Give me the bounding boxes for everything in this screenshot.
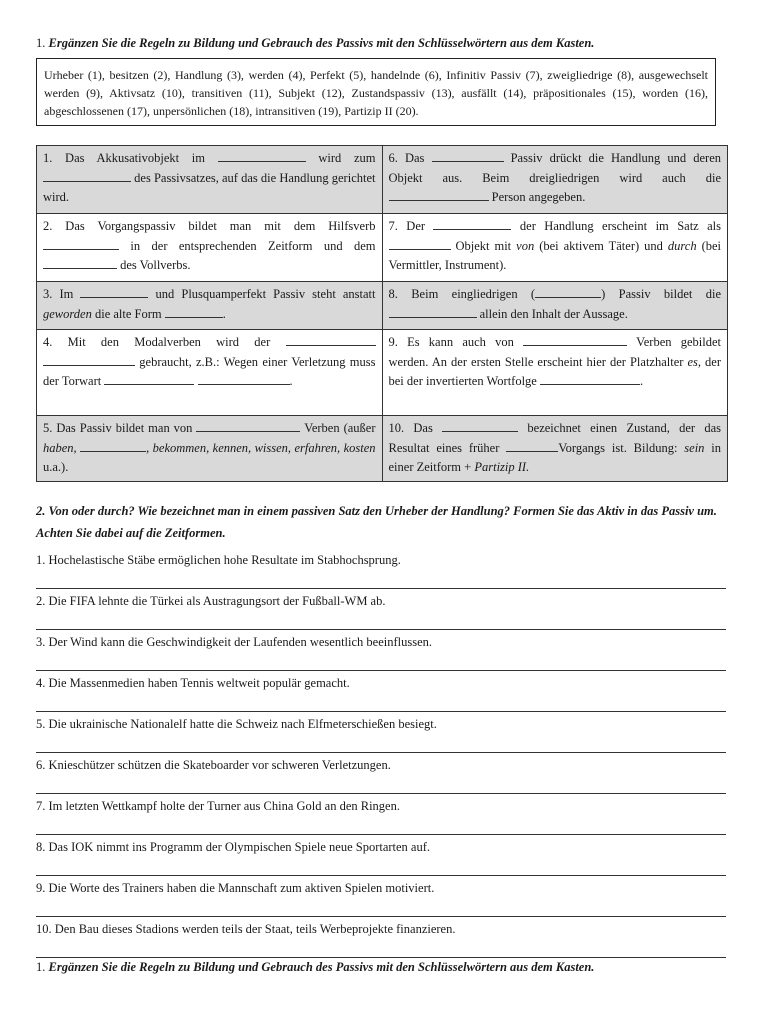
footer-number: 1. (36, 960, 46, 974)
rule-2-blank-2[interactable] (43, 256, 117, 269)
rule-6-blank-2[interactable] (389, 188, 489, 201)
rules-row-2 (37, 214, 728, 282)
answer-line-3[interactable] (36, 670, 726, 671)
rules-row-1 (37, 146, 728, 214)
answer-line-2[interactable] (36, 629, 726, 630)
answer-line-5[interactable] (36, 752, 726, 753)
task1-heading (36, 36, 594, 51)
rule-1-blank-1[interactable] (218, 149, 306, 162)
rule-8: 8. Beim eingliedrigen ( ) Passiv bildet die allein den Inhalt der Aussage. (382, 282, 728, 330)
rules-row-4 (37, 330, 728, 416)
rules-row-5 (37, 416, 728, 482)
rule-1-blank-2[interactable] (43, 169, 131, 182)
rule-10-blank-1[interactable] (442, 419, 518, 432)
rule-9: 9. Es kann auch von Verben gebildet werden. An der ersten Stelle erscheint hier der Platzhalter es, der bei der invertierten Wortfolge . (382, 330, 728, 416)
keyword-box: Urheber (1), besitzen (2), Handlung (3), werden (4), Perfekt (5), handelnde (6), Infinitiv Passiv (7), zweigliedrige (8), ausgewechselt werden (9), Aktivsatz (10), transitiven (11), Subjekt (12), Zustandspassiv (13), ausfällt (14), präpositionales (15), worden (16), abgeschlossenen (17), unpersönlichen (18), intransitiven (19), Partizip II (20). (36, 58, 716, 126)
rule-10: 10. Das bezeichnet einen Zustand, der das Resultat eines früher Vorgangs ist. Bildung: sein in einer Zeitform + Partizip II. (382, 416, 728, 482)
answer-line-6[interactable] (36, 793, 726, 794)
rule-6-blank-1[interactable] (432, 149, 504, 162)
rules-table (36, 145, 728, 482)
rule-1: 1. Das Akkusativobjekt im wird zum des Passivsatzes, auf das die Handlung gerichtet wird. (37, 146, 383, 214)
rule-7-blank-1[interactable] (433, 217, 511, 230)
task1-number: 1. (36, 36, 46, 50)
rules-row-3 (37, 282, 728, 330)
rule-5: 5. Das Passiv bildet man von Verben (außer haben, , bekommen, kennen, wissen, erfahren, kosten u.a.). (37, 416, 383, 482)
rule-10-blank-2[interactable] (506, 439, 558, 452)
exercise-item-3: 3. Der Wind kann die Geschwindigkeit der Laufenden wesentlich beeinflussen. (36, 632, 728, 673)
exercise-list (36, 550, 728, 960)
rule-3-blank-2[interactable] (165, 305, 223, 318)
rule-5-blank-2[interactable] (80, 439, 146, 452)
rule-5-blank-1[interactable] (196, 419, 300, 432)
answer-line-8[interactable] (36, 875, 726, 876)
rule-4-blank-2[interactable] (43, 353, 135, 366)
exercise-item-5: 5. Die ukrainische Nationalelf hatte die Schweiz nach Elfmeterschießen besiegt. (36, 714, 728, 755)
exercise-item-8: 8. Das IOK nimmt ins Programm der Olympischen Spiele neue Sportarten auf. (36, 837, 728, 878)
footer-heading (36, 960, 594, 975)
rule-4-blank-4[interactable] (198, 372, 290, 385)
rule-9-blank-2[interactable] (540, 372, 640, 385)
exercise-item-2: 2. Die FIFA lehnte die Türkei als Austragungsort der Fußball-WM ab. (36, 591, 728, 632)
answer-line-1[interactable] (36, 588, 726, 589)
exercise-item-10: 10. Den Bau dieses Stadions werden teils der Staat, teils Werbeprojekte finanzieren. (36, 919, 728, 960)
rule-4-blank-3[interactable] (104, 372, 194, 385)
rule-2: 2. Das Vorgangspassiv bildet man mit dem Hilfsverb in der entsprechenden Zeitform und dem des Vollverbs. (37, 214, 383, 282)
rule-7: 7. Der der Handlung erscheint im Satz als Objekt mit von (bei aktivem Täter) und durch (bei Vermittler, Instrument). (382, 214, 728, 282)
rule-8-blank-2[interactable] (389, 305, 477, 318)
answer-line-7[interactable] (36, 834, 726, 835)
exercise-item-6: 6. Knieschützer schützen die Skateboarder vor schweren Verletzungen. (36, 755, 728, 796)
answer-line-10[interactable] (36, 957, 726, 958)
rule-4-blank-1[interactable] (286, 333, 376, 346)
rule-2-blank-1[interactable] (43, 237, 119, 250)
answer-line-4[interactable] (36, 711, 726, 712)
exercise-item-7: 7. Im letzten Wettkampf holte der Turner aus China Gold an den Ringen. (36, 796, 728, 837)
exercise-item-9: 9. Die Worte des Trainers haben die Mannschaft zum aktiven Spielen motiviert. (36, 878, 728, 919)
exercise-item-1: 1. Hochelastische Stäbe ermöglichen hohe Resultate im Stabhochsprung. (36, 550, 728, 591)
rule-9-blank-1[interactable] (523, 333, 627, 346)
answer-line-9[interactable] (36, 916, 726, 917)
rule-3-blank-1[interactable] (80, 285, 148, 298)
task2-heading: 2. Von oder durch? Wie bezeichnet man in einem passiven Satz den Urheber der Handlung? Formen Sie das Aktiv in das Passiv um. Achten Sie dabei auf die Zeitformen. (36, 504, 717, 540)
rule-4: 4. Mit den Modalverben wird der gebraucht, z.B.: Wegen einer Verletzung muss der Torwart . (37, 330, 383, 416)
rule-8-blank-1[interactable] (535, 285, 601, 298)
rule-6: 6. Das Passiv drückt die Handlung und deren Objekt aus. Beim dreigliedrigen wird auch die Person angegeben. (382, 146, 728, 214)
footer-heading-text: Ergänzen Sie die Regeln zu Bildung und Gebrauch des Passivs mit den Schlüsselwörtern aus dem Kasten. (48, 960, 595, 974)
task1-heading-text: Ergänzen Sie die Regeln zu Bildung und Gebrauch des Passivs mit den Schlüsselwörtern aus dem Kasten. (48, 36, 595, 50)
rule-3: 3. Im und Plusquamperfekt Passiv steht anstatt geworden die alte Form . (37, 282, 383, 330)
exercise-item-4: 4. Die Massenmedien haben Tennis weltweit populär gemacht. (36, 673, 728, 714)
rule-7-blank-2[interactable] (389, 237, 451, 250)
